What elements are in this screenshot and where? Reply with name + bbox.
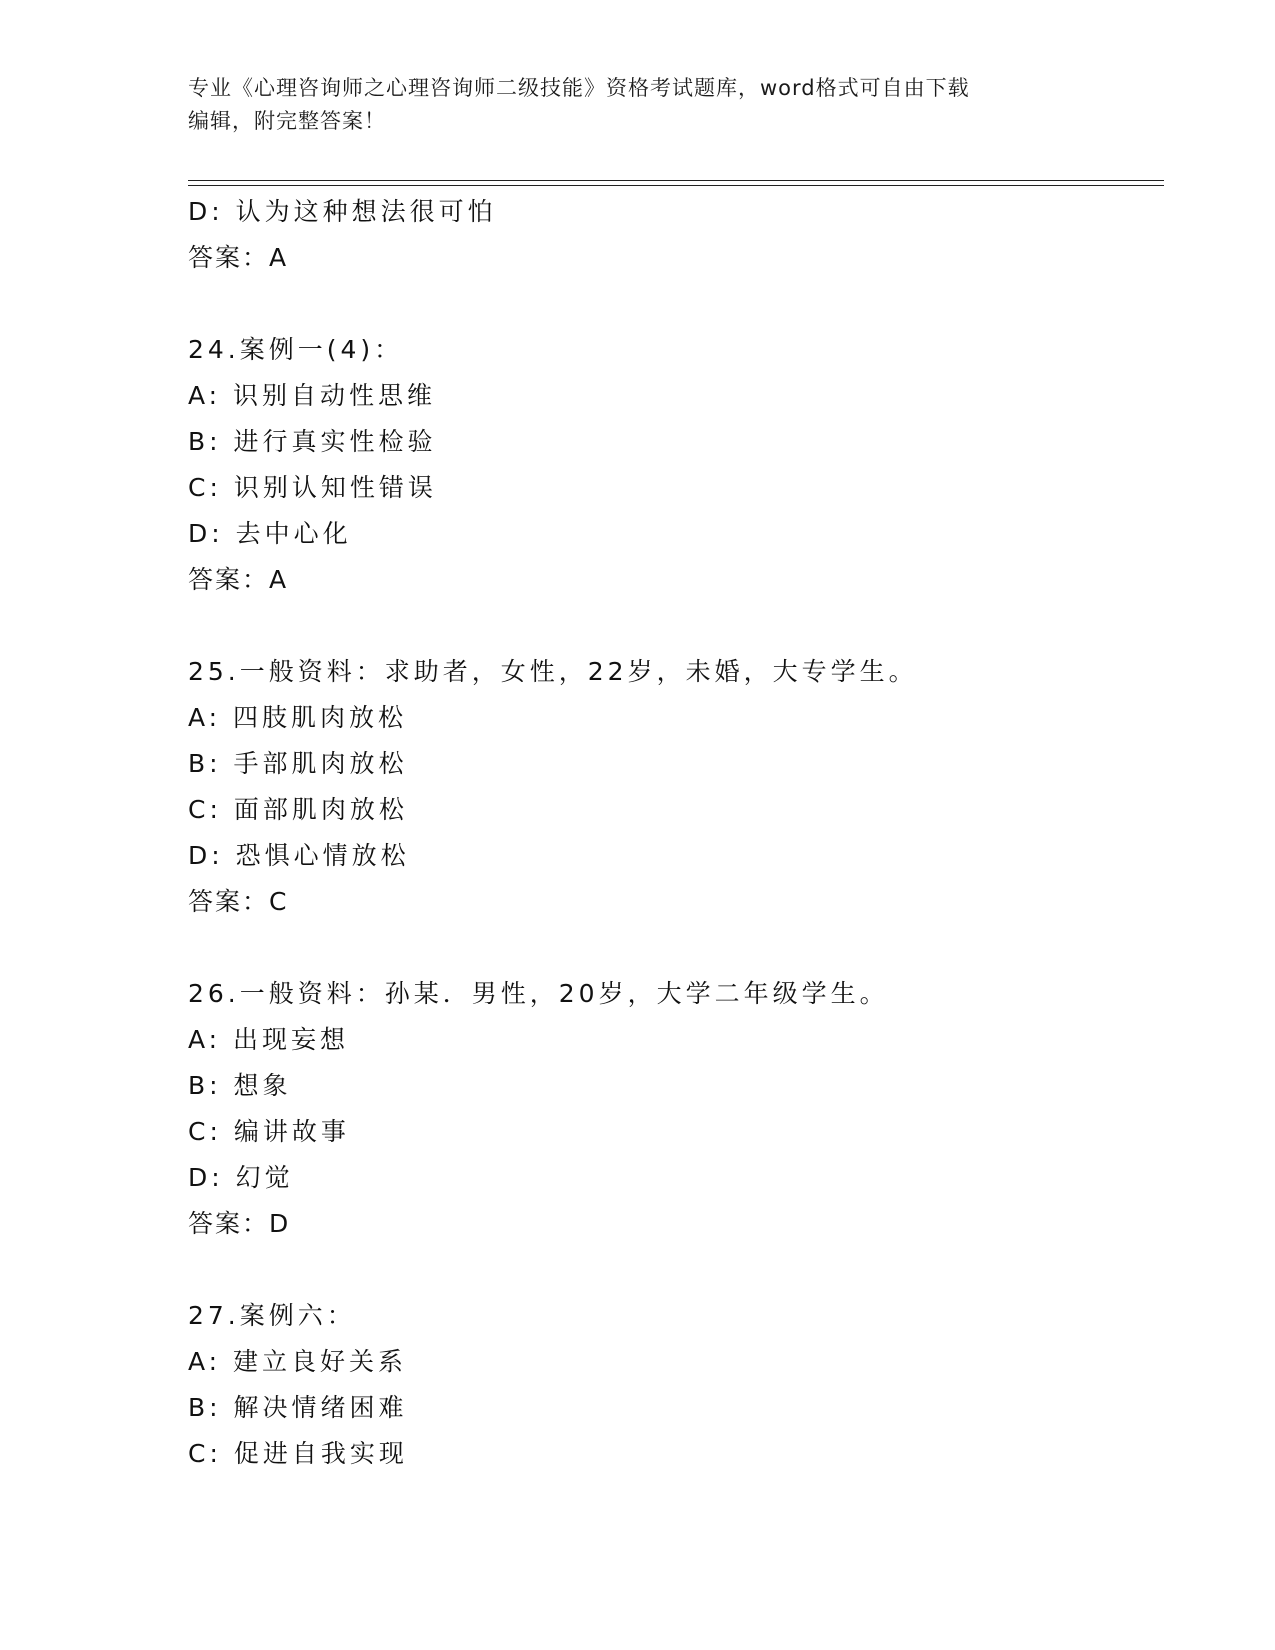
option-a: A: 建立良好关系 [188,1347,408,1376]
option-b: B: 解决情绪困难 [188,1393,408,1422]
option-c: C: 编讲故事 [188,1117,350,1146]
question-26 [188,971,1148,1247]
option-b: B: 手部肌肉放松 [188,749,408,778]
header-line-2: 编辑，附完整答案！ [188,109,386,133]
option-b: B: 想象 [188,1071,292,1100]
document-body [188,189,1148,1523]
question-23-tail [188,189,1148,281]
option-c: C: 识别认知性错误 [188,473,437,502]
question-stem: 27.案例六： [188,1301,356,1330]
option-a: A: 出现妄想 [188,1025,350,1054]
answer-line: 答案：D [188,1209,291,1238]
question-25 [188,649,1148,925]
question-24 [188,327,1148,603]
option-b: B: 进行真实性检验 [188,427,437,456]
question-stem: 25.一般资料：求助者，女性，22岁，未婚，大专学生。 [188,657,918,686]
header-divider-bottom [188,185,1164,186]
header-line-1: 专业《心理咨询师之心理咨询师二级技能》资格考试题库，word格式可自由下载 [188,76,970,100]
answer-line: 答案：A [188,243,289,272]
option-d: D: 去中心化 [188,519,352,548]
option-d: D: 恐惧心情放松 [188,841,410,870]
document-header [188,72,1088,138]
option-d: D: 认为这种想法很可怕 [188,197,497,226]
question-stem: 26.一般资料：孙某．男性，20岁，大学二年级学生。 [188,979,889,1008]
option-c: C: 促进自我实现 [188,1439,408,1468]
header-divider-top [188,180,1164,181]
answer-line: 答案：A [188,565,289,594]
option-a: A: 识别自动性思维 [188,381,437,410]
question-stem: 24.案例一(4)： [188,335,404,364]
option-a: A: 四肢肌肉放松 [188,703,408,732]
option-d: D: 幻觉 [188,1163,294,1192]
question-27 [188,1293,1148,1477]
answer-line: 答案：C [188,887,289,916]
option-c: C: 面部肌肉放松 [188,795,408,824]
